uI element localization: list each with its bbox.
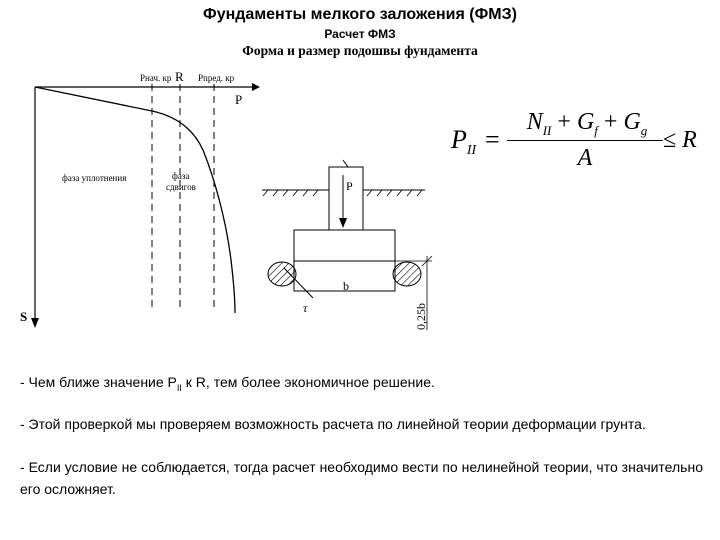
page-title: Фундаменты мелкого заложения (ФМЗ) — [203, 6, 517, 23]
formula-fraction-bar — [507, 140, 663, 141]
plastic-zone-right — [393, 262, 421, 286]
foundation-column — [329, 167, 363, 230]
plastic-zone-left — [268, 262, 296, 286]
tau-label: τ — [303, 301, 308, 315]
note-nonlinear-theory: - Если условие не соблюдается, тогда расчет необходимо вести по нелинейной теории, что значительно его осложняет. — [20, 459, 703, 497]
bearing-formula — [445, 105, 705, 180]
note-economy: - Чем ближе значение $P_{II}$ к R, тем более экономичное решение. — [20, 374, 435, 393]
formula-inequality: ≤ R — [663, 127, 697, 153]
phase-shear-label-1: фаза — [172, 171, 190, 181]
note-linear-theory: - Этой проверкой мы проверяем возможность расчета по линейной теории деформации грунта. — [20, 416, 646, 432]
p-axis-arrow — [252, 83, 260, 91]
p-axis-label: P — [235, 92, 243, 107]
formula-denominator: A — [577, 145, 593, 171]
r-label: R — [175, 69, 184, 84]
phase-shear-label-2: сдвигов — [166, 182, 196, 192]
section-title: Форма и размер подошвы фундамента — [242, 43, 478, 58]
load-p-label: P — [346, 179, 353, 193]
s-axis-arrow — [31, 318, 39, 328]
settlement-curve — [35, 87, 235, 313]
depth-label: 0,25b — [414, 303, 428, 330]
formula-equals: = — [485, 125, 500, 154]
foundation-slab — [294, 230, 395, 261]
load-break-mark — [343, 160, 348, 167]
s-axis-label: S — [20, 309, 28, 324]
p-pred-label: Pпред. кр — [198, 73, 235, 83]
phase-compaction-label: фаза уплотнения — [62, 173, 127, 183]
p-nach-label: Pнач. кр — [140, 73, 172, 83]
width-b-label: b — [343, 279, 349, 293]
formula-numerator: $N_{II} + G_f + G_g$ — [526, 109, 648, 138]
formula-lhs: $P_{II}$ — [451, 125, 477, 159]
page-subtitle: Расчет ФМЗ — [324, 27, 396, 41]
